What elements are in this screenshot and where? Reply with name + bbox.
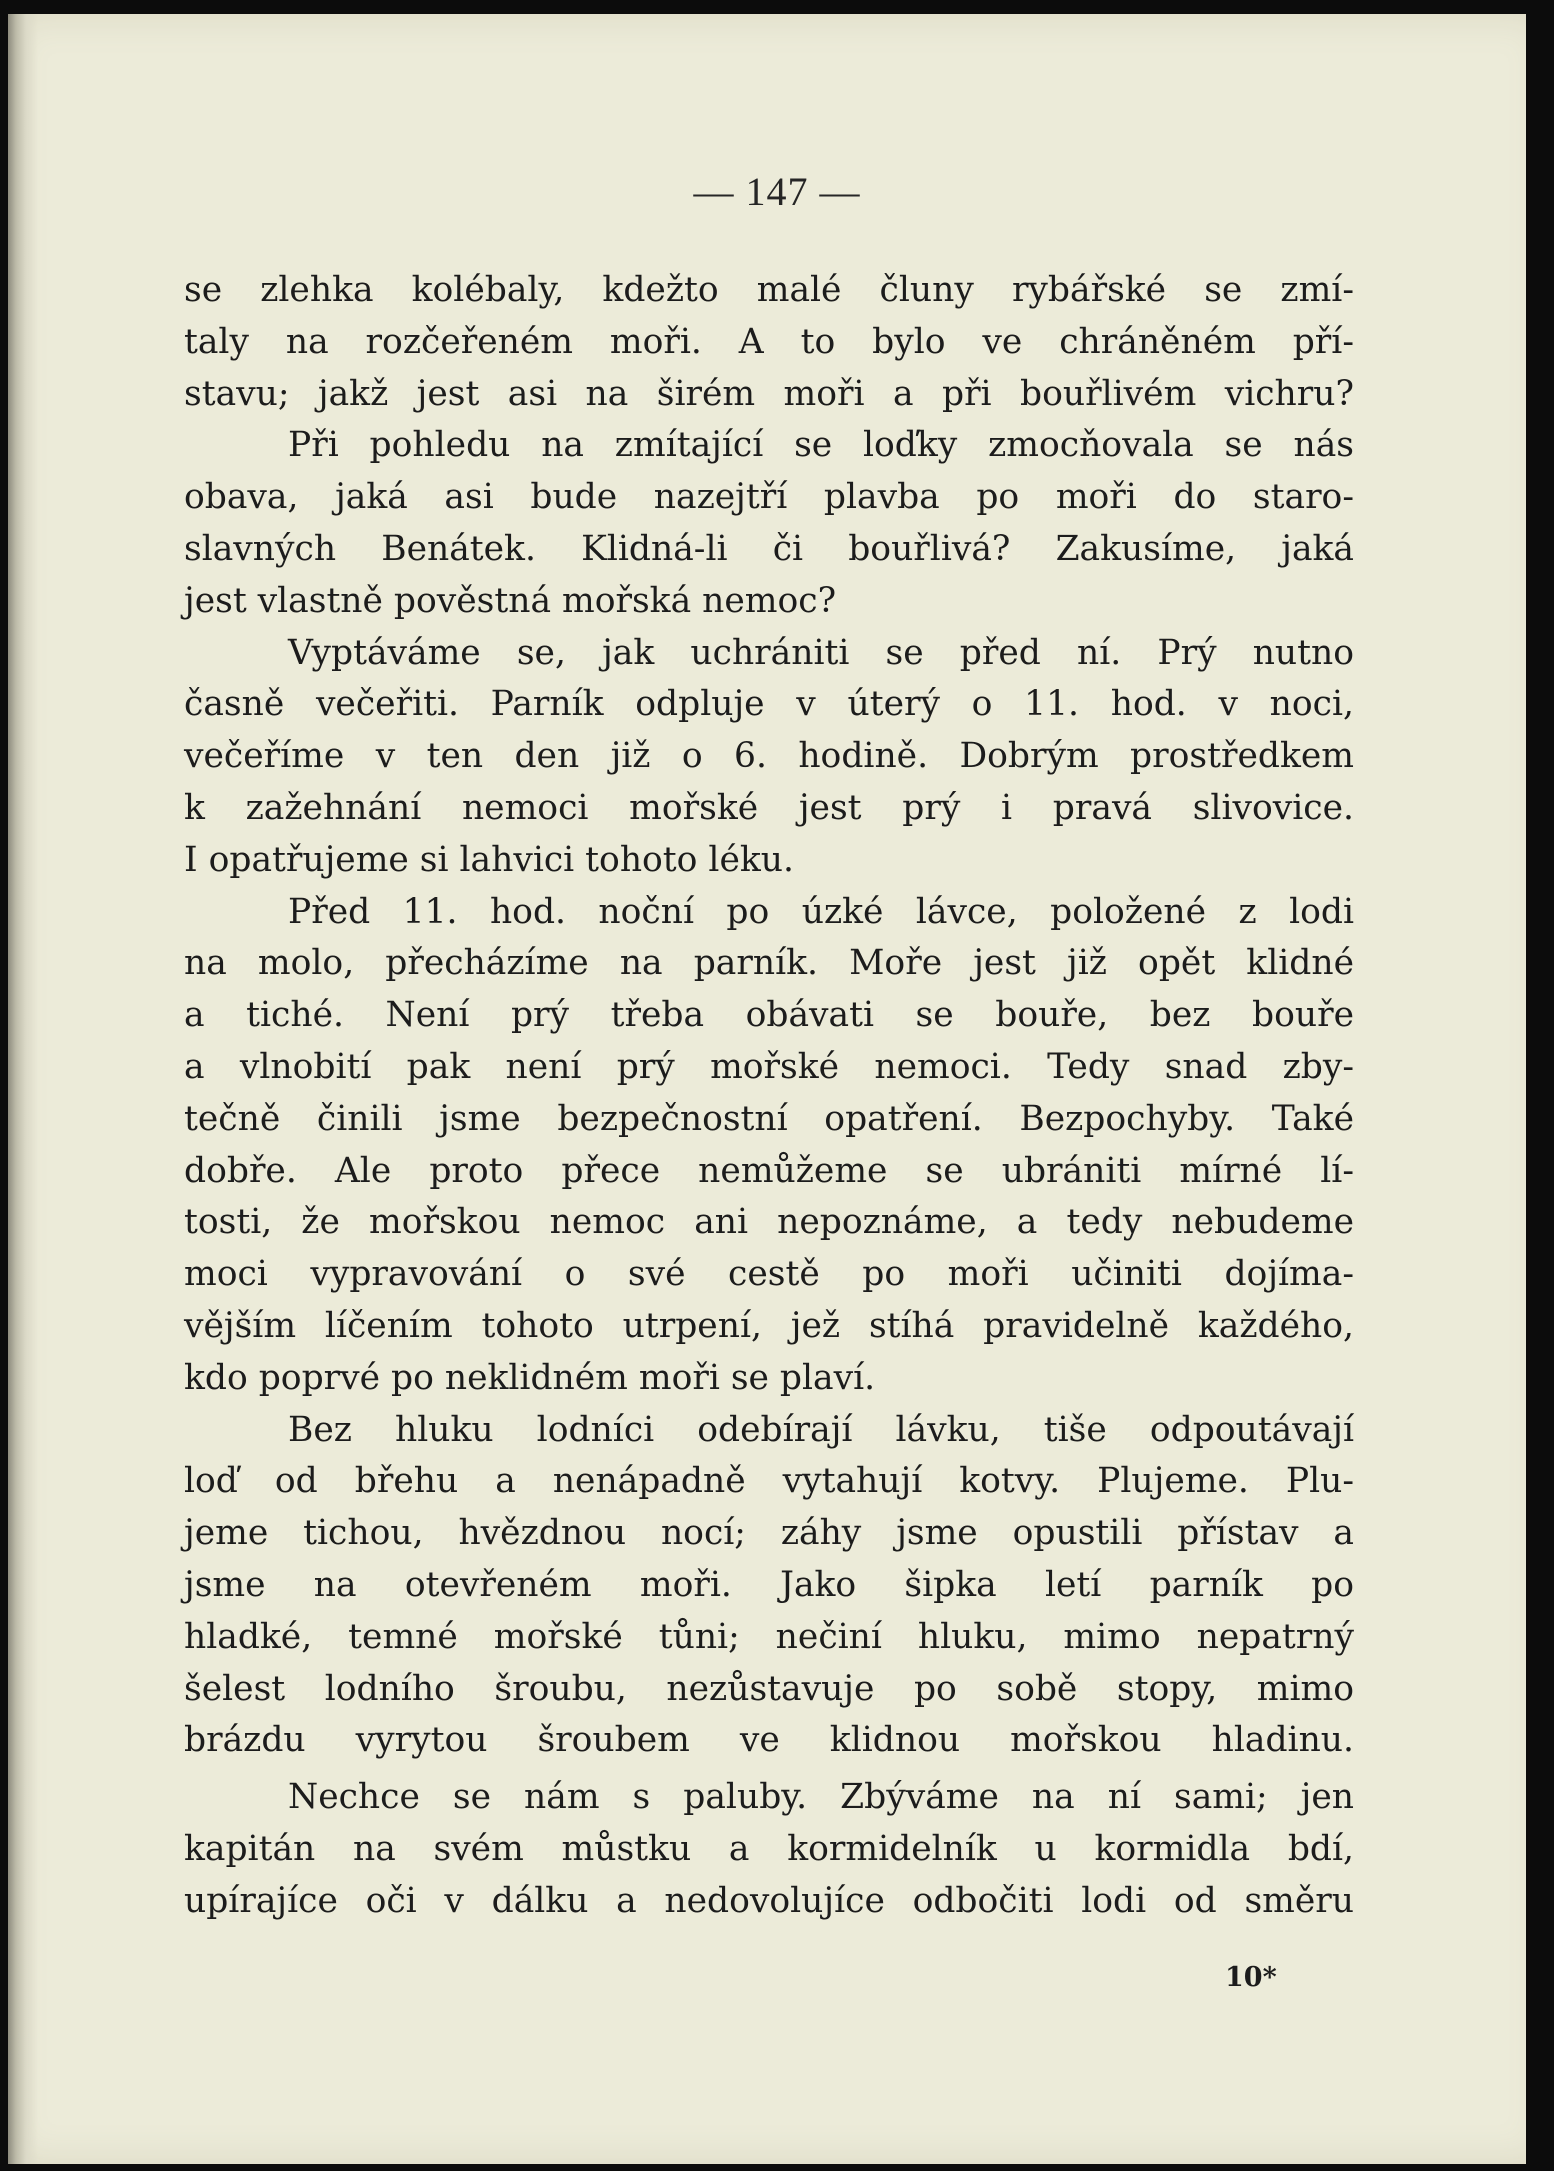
text-line: upírajíce oči v dálku a nedovolujíce odbočiti lodi od směru (184, 1880, 1354, 1921)
text-line: jeme tichou, hvězdnou nocí; záhy jsme opustili přístav a (184, 1513, 1354, 1554)
text-line: obava, jaká asi bude nazejtří plavba po moři do staro- (184, 477, 1354, 518)
text-line: Před 11. hod. noční po úzké lávce, položené z lodi (288, 891, 1354, 932)
binding-edge (8, 14, 38, 2164)
text-line: na molo, přecházíme na parník. Moře jest již opět klidné (184, 943, 1354, 984)
text-line: dobře. Ale proto přece nemůžeme se ubrániti mírné lí- (184, 1150, 1354, 1191)
page-number: — 147 — (693, 169, 861, 214)
text-line: tosti, že mořskou nemoc ani nepoznáme, a tedy nebudeme (184, 1202, 1354, 1243)
paragraph (184, 1772, 1354, 1927)
text-line: Nechce se nám s paluby. Zbýváme na ní sami; jen (288, 1777, 1354, 1818)
text-line: jsme na otevřeném moři. Jako šipka letí parník po (184, 1564, 1354, 1605)
text-line: a vlnobití pak není prý mořské nemoci. Tedy snad zby- (184, 1046, 1354, 1087)
text-line: moci vypravování o své cestě po moři učiniti dojíma- (184, 1254, 1354, 1295)
text-line: Vyptáváme se, jak uchrániti se před ní. Prý nutno (288, 632, 1354, 673)
text-line: stavu; jakž jest asi na širém moři a při bouřlivém vichru? (184, 373, 1354, 414)
text-line: se zlehka kolébaly, kdežto malé čluny rybářské se zmí- (184, 270, 1354, 310)
paragraph (184, 628, 1354, 887)
text-line: taly na rozčeřeném moři. A to bylo ve chráněném pří- (184, 321, 1354, 362)
text-line: vějším líčením tohoto utrpení, jež stíhá pravidelně každého, (184, 1305, 1354, 1346)
text-line: kdo poprvé po neklidném moři se plaví. (184, 1357, 876, 1398)
text-line: Při pohledu na zmítající se loďky zmocňovala se nás (288, 425, 1354, 466)
text-line: kapitán na svém můstku a kormidelník u kormidla bdí, (184, 1828, 1354, 1869)
text-line: brázdu vyrytou šroubem ve klidnou mořskou hladinu. (184, 1720, 1354, 1761)
text-line: a tiché. Není prý třeba obávati se bouře, bez bouře (184, 995, 1354, 1036)
text-line: časně večeřiti. Parník odpluje v úterý o 11. hod. v noci, (184, 684, 1354, 725)
text-line: slavných Benátek. Klidná-li či bouřlivá? Zakusíme, jaká (184, 528, 1354, 569)
scan-margin (1526, 0, 1554, 2171)
text-line: šelest lodního šroubu, nezůstavuje po sobě stopy, mimo (184, 1668, 1354, 1709)
text-line: jest vlastně pověstná mořská nemoc? (184, 580, 837, 621)
text-line: hladké, temné mořské tůni; nečiní hluku, mimo nepatrný (184, 1616, 1354, 1657)
paragraph (184, 420, 1354, 627)
signature-mark: 10* (1225, 1962, 1277, 1993)
paragraph (184, 1405, 1354, 1768)
paragraph (184, 887, 1354, 1405)
body-text (184, 265, 1354, 1928)
text-line: Bez hluku lodníci odebírají lávku, tiše odpoutávají (288, 1409, 1354, 1450)
text-line: k zažehnání nemoci mořské jest prý i pravá slivovice. (184, 787, 1354, 828)
text-line: tečně činili jsme bezpečnostní opatření. Bezpochyby. Také (184, 1098, 1354, 1139)
paragraph (184, 265, 1354, 420)
text-line: I opatřujeme si lahvici tohoto léku. (184, 839, 794, 880)
text-line: večeříme v ten den již o 6. hodině. Dobrým prostředkem (184, 736, 1354, 777)
text-line: loď od břehu a nenápadně vytahují kotvy. Plujeme. Plu- (184, 1461, 1354, 1502)
